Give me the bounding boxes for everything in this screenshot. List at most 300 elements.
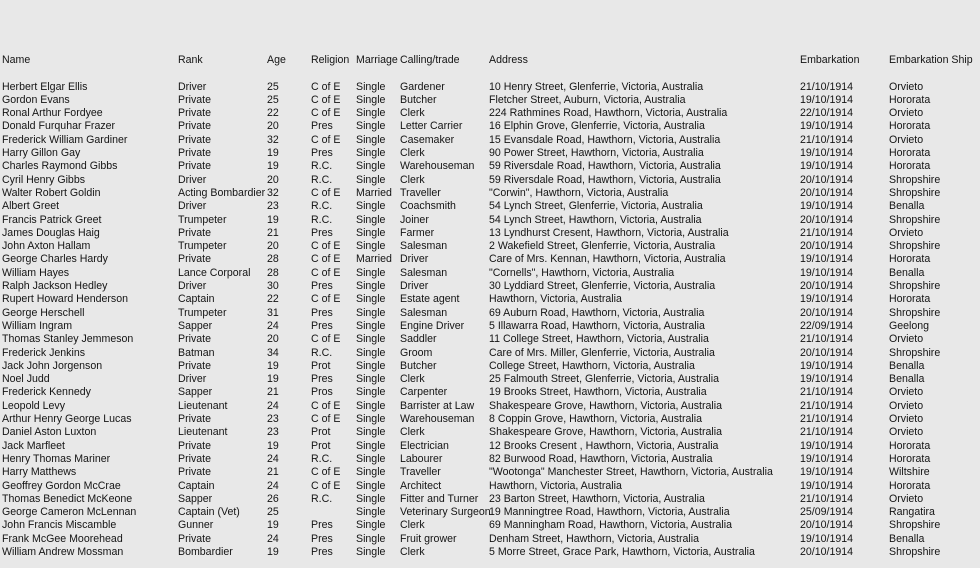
cell-age: 22 (267, 107, 279, 120)
cell-age: 23 (267, 200, 279, 213)
header-religion: Religion (311, 54, 350, 66)
cell-embarkation-ship: Wiltshire (889, 466, 930, 479)
cell-rank: Private (178, 333, 211, 346)
table-row (0, 147, 980, 160)
table-row (0, 506, 980, 519)
cell-name: Herbert Elgar Ellis (2, 80, 88, 93)
cell-calling-trade: Gardener (400, 80, 445, 93)
cell-name: Charles Raymond Gibbs (2, 160, 118, 173)
cell-rank: Captain (178, 479, 215, 492)
table-row (0, 280, 980, 293)
cell-embarkation: 22/09/1914 (800, 319, 854, 332)
cell-age: 24 (267, 479, 279, 492)
cell-calling-trade: Clerk (400, 147, 425, 159)
cell-marriage: Single (356, 147, 386, 159)
cell-marriage: Single (356, 306, 386, 319)
cell-name: Thomas Stanley Jemmeson (2, 333, 134, 346)
cell-address: "Cornells", Hawthorn, Victoria, Australia (489, 266, 675, 279)
cell-embarkation: 21/10/1914 (800, 80, 854, 93)
cell-embarkation: 19/10/1914 (800, 359, 854, 372)
header-address: Address (489, 54, 528, 66)
cell-name: Walter Robert Goldin (2, 186, 101, 199)
cell-embarkation: 19/10/1914 (800, 479, 854, 492)
cell-embarkation-ship: Geelong (889, 319, 930, 332)
cell-embarkation: 19/10/1914 (800, 160, 854, 173)
cell-embarkation-ship: Benalla (889, 200, 925, 213)
cell-name: John Francis Miscamble (2, 519, 117, 532)
cell-embarkation: 22/10/1914 (800, 107, 854, 120)
cell-name: Daniel Aston Luxton (2, 426, 97, 439)
cell-religion: R.C. (311, 200, 333, 213)
cell-address: 59 Riversdale Road, Hawthorn, Victoria, Australia (489, 160, 721, 173)
cell-calling-trade: Fitter and Turner (400, 492, 479, 505)
cell-marriage: Single (356, 160, 386, 173)
cell-calling-trade: Fruit grower (400, 532, 457, 545)
cell-calling-trade: Clerk (400, 546, 425, 558)
cell-embarkation-ship: Benalla (889, 373, 925, 386)
cell-embarkation-ship: Benalla (889, 532, 925, 545)
cell-rank: Private (178, 133, 211, 146)
cell-age: 24 (267, 399, 279, 412)
table-row (0, 480, 980, 493)
cell-rank: Batman (178, 346, 215, 359)
cell-marriage: Single (356, 492, 386, 505)
cell-marriage: Single (356, 200, 386, 213)
table-row (0, 160, 980, 173)
cell-address: 224 Rathmines Road, Hawthorn, Victoria, Australia (489, 107, 728, 120)
header-age: Age (267, 54, 286, 66)
cell-embarkation: 19/10/1914 (800, 466, 854, 479)
cell-age: 19 (267, 546, 279, 558)
cell-embarkation: 19/10/1914 (800, 120, 854, 133)
cell-address: Hawthorn, Victoria, Australia (489, 479, 622, 492)
cell-religion: C of E (311, 266, 341, 279)
cell-embarkation-ship: Shropshire (889, 519, 941, 532)
cell-name: Henry Thomas Mariner (2, 452, 111, 465)
cell-rank: Trumpeter (178, 306, 227, 319)
table-row (0, 426, 980, 439)
cell-age: 20 (267, 333, 279, 346)
cell-marriage: Single (356, 346, 386, 359)
cell-calling-trade: Clerk (400, 107, 425, 120)
cell-age: 32 (267, 186, 279, 199)
cell-embarkation: 20/10/1914 (800, 306, 854, 319)
cell-marriage: Single (356, 506, 386, 519)
cell-religion: C of E (311, 333, 341, 346)
table-row (0, 120, 980, 133)
cell-embarkation: 20/10/1914 (800, 346, 854, 359)
cell-rank: Driver (178, 373, 207, 386)
table-row (0, 134, 980, 147)
cell-rank: Driver (178, 200, 207, 213)
cell-embarkation-ship: Shropshire (889, 173, 941, 186)
cell-rank: Private (178, 160, 211, 173)
table-row (0, 240, 980, 253)
cell-calling-trade: Farmer (400, 226, 435, 239)
cell-calling-trade: Saddler (400, 333, 437, 346)
table-row (0, 293, 980, 306)
cell-religion: Pres (311, 280, 333, 292)
cell-religion: R.C. (311, 452, 333, 465)
cell-calling-trade: Estate agent (400, 293, 460, 306)
cell-age: 24 (267, 452, 279, 465)
cell-marriage: Single (356, 452, 386, 465)
cell-marriage: Single (356, 240, 386, 253)
cell-name: Gordon Evans (2, 93, 70, 106)
cell-religion: R.C. (311, 213, 333, 226)
cell-rank: Acting Bombardier (178, 186, 266, 199)
table-row (0, 81, 980, 94)
cell-address: 19 Manningtree Road, Hawthorn, Victoria, Australia (489, 506, 730, 519)
cell-religion: C of E (311, 253, 341, 266)
cell-rank: Lieutenant (178, 426, 228, 439)
cell-calling-trade: Clerk (400, 173, 425, 186)
cell-calling-trade: Veterinary Surgeon (400, 506, 491, 519)
table-row (0, 386, 980, 399)
cell-age: 19 (267, 439, 279, 452)
cell-name: Jack Marfleet (2, 439, 65, 452)
cell-embarkation: 19/10/1914 (800, 373, 854, 386)
cell-address: 19 Brooks Street, Hawthorn, Victoria, Australia (489, 386, 707, 399)
cell-embarkation: 19/10/1914 (800, 293, 854, 306)
cell-religion: Pres (311, 306, 333, 319)
cell-address: 5 Morre Street, Grace Park, Hawthorn, Victoria, Australia (489, 546, 755, 558)
cell-age: 23 (267, 426, 279, 439)
cell-religion: R.C. (311, 173, 333, 186)
cell-marriage: Single (356, 107, 386, 120)
cell-age: 20 (267, 120, 279, 133)
cell-age: 19 (267, 359, 279, 372)
cell-embarkation: 21/10/1914 (800, 399, 854, 412)
cell-rank: Captain (Vet) (178, 506, 240, 519)
cell-calling-trade: Casemaker (400, 133, 455, 146)
cell-name: Ronal Arthur Fordyee (2, 107, 103, 120)
table-row (0, 533, 980, 546)
table-row (0, 174, 980, 187)
table-row (0, 267, 980, 280)
table-row (0, 107, 980, 120)
cell-age: 19 (267, 160, 279, 173)
cell-embarkation: 20/10/1914 (800, 280, 854, 292)
cell-age: 26 (267, 492, 279, 505)
cell-rank: Private (178, 452, 211, 465)
cell-address: 69 Manningham Road, Hawthorn, Victoria, Australia (489, 519, 733, 532)
cell-calling-trade: Labourer (400, 452, 443, 465)
cell-rank: Private (178, 359, 211, 372)
cell-age: 19 (267, 373, 279, 386)
cell-marriage: Married (356, 253, 392, 266)
cell-age: 28 (267, 253, 279, 266)
cell-embarkation: 21/10/1914 (800, 413, 854, 425)
table-row (0, 347, 980, 360)
cell-embarkation-ship: Hororata (889, 293, 931, 306)
cell-religion: Pres (311, 546, 333, 558)
cell-embarkation-ship: Shropshire (889, 186, 941, 199)
cell-calling-trade: Warehouseman (400, 413, 475, 425)
cell-address: 12 Brooks Cresent , Hawthorn, Victoria, Australia (489, 439, 719, 452)
cell-rank: Trumpeter (178, 240, 227, 253)
cell-age: 30 (267, 280, 279, 292)
cell-embarkation: 20/10/1914 (800, 173, 854, 186)
table-header-row (0, 54, 980, 67)
cell-calling-trade: Architect (400, 479, 442, 492)
cell-name: George Cameron McLennan (2, 506, 137, 519)
table-row (0, 227, 980, 240)
cell-calling-trade: Electrician (400, 439, 449, 452)
cell-marriage: Single (356, 93, 386, 106)
cell-religion: R.C. (311, 346, 333, 359)
cell-embarkation: 21/10/1914 (800, 386, 854, 399)
cell-marriage: Single (356, 266, 386, 279)
cell-embarkation: 21/10/1914 (800, 492, 854, 505)
cell-calling-trade: Clerk (400, 519, 425, 532)
cell-embarkation: 20/10/1914 (800, 546, 854, 558)
cell-embarkation-ship: Hororata (889, 253, 931, 266)
cell-calling-trade: Letter Carrier (400, 120, 463, 133)
cell-calling-trade: Salesman (400, 240, 448, 253)
cell-calling-trade: Carpenter (400, 386, 448, 399)
table-row (0, 94, 980, 107)
cell-religion: Pres (311, 373, 333, 386)
cell-religion: Prot (311, 359, 331, 372)
cell-calling-trade: Barrister at Law (400, 399, 475, 412)
cell-calling-trade: Warehouseman (400, 160, 475, 173)
table-row (0, 413, 980, 426)
cell-name: Jack John Jorgenson (2, 359, 103, 372)
cell-rank: Lieutenant (178, 399, 228, 412)
cell-calling-trade: Coachsmith (400, 200, 456, 213)
cell-rank: Sapper (178, 492, 213, 505)
cell-embarkation-ship: Orvieto (889, 386, 924, 399)
cell-name: Donald Furquhar Frazer (2, 120, 116, 133)
cell-name: Frederick Kennedy (2, 386, 91, 399)
cell-marriage: Single (356, 439, 386, 452)
cell-embarkation: 19/10/1914 (800, 266, 854, 279)
cell-religion: C of E (311, 186, 341, 199)
cell-address: 30 Lyddiard Street, Glenferrie, Victoria, Australia (489, 280, 716, 292)
cell-embarkation-ship: Shropshire (889, 280, 941, 292)
cell-age: 19 (267, 213, 279, 226)
cell-name: George Herschell (2, 306, 85, 319)
cell-calling-trade: Salesman (400, 266, 448, 279)
cell-embarkation-ship: Orvieto (889, 80, 924, 93)
cell-embarkation-ship: Rangatira (889, 506, 935, 519)
cell-embarkation-ship: Benalla (889, 266, 925, 279)
cell-religion: Pres (311, 226, 333, 239)
cell-rank: Driver (178, 80, 207, 93)
cell-age: 19 (267, 519, 279, 532)
cell-embarkation-ship: Orvieto (889, 333, 924, 346)
cell-rank: Driver (178, 173, 207, 186)
cell-embarkation: 25/09/1914 (800, 506, 854, 519)
cell-embarkation-ship: Orvieto (889, 226, 924, 239)
cell-rank: Private (178, 413, 211, 425)
cell-age: 20 (267, 173, 279, 186)
cell-calling-trade: Salesman (400, 306, 448, 319)
cell-religion: Pres (311, 532, 333, 545)
cell-name: Albert Greet (2, 200, 60, 213)
cell-calling-trade: Traveller (400, 466, 441, 479)
table-row (0, 214, 980, 227)
cell-religion: R.C. (311, 160, 333, 173)
cell-embarkation-ship: Orvieto (889, 426, 924, 439)
cell-address: 2 Wakefield Street, Glenferrie, Victoria, Australia (489, 240, 716, 253)
cell-marriage: Single (356, 532, 386, 545)
cell-embarkation: 20/10/1914 (800, 240, 854, 253)
table-row (0, 333, 980, 346)
cell-marriage: Single (356, 333, 386, 346)
cell-marriage: Married (356, 186, 392, 199)
cell-religion: C of E (311, 466, 341, 479)
cell-name: Ralph Jackson Hedley (2, 280, 108, 292)
cell-embarkation-ship: Hororata (889, 160, 931, 173)
cell-address: 13 Lyndhurst Cresent, Hawthorn, Victoria, Australia (489, 226, 729, 239)
cell-name: William Hayes (2, 266, 70, 279)
cell-address: 11 College Street, Hawthorn, Victoria, Australia (489, 333, 709, 346)
cell-rank: Driver (178, 280, 207, 292)
cell-religion: R.C. (311, 492, 333, 505)
cell-embarkation: 19/10/1914 (800, 452, 854, 465)
cell-marriage: Single (356, 280, 386, 292)
table-row (0, 320, 980, 333)
cell-embarkation: 21/10/1914 (800, 226, 854, 239)
cell-marriage: Single (356, 479, 386, 492)
cell-embarkation-ship: Orvieto (889, 133, 924, 146)
cell-address: 90 Power Street, Hawthorn, Victoria, Australia (489, 147, 704, 159)
table-row (0, 200, 980, 213)
cell-age: 25 (267, 506, 279, 519)
cell-address: College Street, Hawthorn, Victoria, Australia (489, 359, 695, 372)
cell-address: 82 Burwood Road, Hawthorn, Victoria, Australia (489, 452, 713, 465)
cell-embarkation: 19/10/1914 (800, 200, 854, 213)
cell-religion: Pros (311, 386, 333, 399)
cell-name: Harry Matthews (2, 466, 77, 479)
cell-embarkation-ship: Hororata (889, 439, 931, 452)
cell-rank: Private (178, 107, 211, 120)
cell-religion: Prot (311, 426, 331, 439)
cell-rank: Sapper (178, 386, 213, 399)
cell-embarkation-ship: Orvieto (889, 107, 924, 120)
cell-rank: Private (178, 253, 211, 266)
cell-embarkation-ship: Hororata (889, 120, 931, 133)
cell-embarkation: 19/10/1914 (800, 93, 854, 106)
cell-embarkation-ship: Hororata (889, 452, 931, 465)
cell-address: 54 Lynch Street, Hawthorn, Victoria, Australia (489, 213, 702, 226)
cell-embarkation: 19/10/1914 (800, 439, 854, 452)
cell-embarkation-ship: Shropshire (889, 546, 941, 558)
cell-embarkation-ship: Orvieto (889, 413, 924, 425)
cell-embarkation-ship: Shropshire (889, 240, 941, 253)
cell-embarkation: 19/10/1914 (800, 253, 854, 266)
cell-address: 69 Auburn Road, Hawthorn, Victoria, Australia (489, 306, 705, 319)
cell-marriage: Single (356, 386, 386, 399)
cell-embarkation-ship: Hororata (889, 147, 931, 159)
cell-rank: Private (178, 120, 211, 133)
cell-embarkation: 20/10/1914 (800, 519, 854, 532)
table-row (0, 253, 980, 266)
cell-religion: C of E (311, 240, 341, 253)
cell-calling-trade: Driver (400, 280, 429, 292)
cell-age: 34 (267, 346, 279, 359)
table-row (0, 519, 980, 532)
cell-age: 25 (267, 93, 279, 106)
cell-address: "Corwin", Hawthorn, Victoria, Australia (489, 186, 669, 199)
cell-religion: C of E (311, 413, 341, 425)
cell-calling-trade: Groom (400, 346, 433, 359)
cell-religion: C of E (311, 107, 341, 120)
cell-address: 59 Riversdale Road, Hawthorn, Victoria, Australia (489, 173, 721, 186)
cell-rank: Private (178, 226, 211, 239)
cell-age: 32 (267, 133, 279, 146)
cell-address: Shakespeare Grove, Hawthorn, Victoria, Australia (489, 399, 722, 412)
cell-address: 8 Coppin Grove, Hawthorn, Victoria, Australia (489, 413, 702, 425)
cell-religion: C of E (311, 133, 341, 146)
cell-rank: Private (178, 532, 211, 545)
cell-name: William Andrew Mossman (2, 546, 124, 558)
cell-embarkation-ship: Shropshire (889, 346, 941, 359)
header-calling-trade: Calling/trade (400, 54, 460, 66)
cell-rank: Lance Corporal (178, 266, 251, 279)
cell-marriage: Single (356, 80, 386, 93)
cell-name: Noel Judd (2, 373, 50, 386)
table-row (0, 440, 980, 453)
cell-marriage: Single (356, 293, 386, 306)
cell-embarkation: 21/10/1914 (800, 333, 854, 346)
cell-age: 19 (267, 147, 279, 159)
cell-embarkation: 21/10/1914 (800, 426, 854, 439)
cell-rank: Private (178, 147, 211, 159)
cell-embarkation: 19/10/1914 (800, 147, 854, 159)
cell-religion: Pres (311, 120, 333, 133)
cell-rank: Private (178, 93, 211, 106)
cell-name: Thomas Benedict McKeone (2, 492, 133, 505)
cell-embarkation-ship: Hororata (889, 479, 931, 492)
cell-name: Frederick Jenkins (2, 346, 86, 359)
cell-address: 5 Illawarra Road, Hawthorn, Victoria, Australia (489, 319, 705, 332)
cell-marriage: Single (356, 466, 386, 479)
cell-age: 21 (267, 386, 279, 399)
cell-address: Denham Street, Hawthorn, Victoria, Australia (489, 532, 700, 545)
cell-address: "Wootonga" Manchester Street, Hawthorn, Victoria, Australia (489, 466, 773, 479)
cell-marriage: Single (356, 519, 386, 532)
cell-address: 54 Lynch Street, Glenferrie, Victoria, Australia (489, 200, 703, 213)
cell-marriage: Single (356, 359, 386, 372)
cell-marriage: Single (356, 133, 386, 146)
cell-address: 25 Falmouth Street, Glenferrie, Victoria, Australia (489, 373, 720, 386)
table-row (0, 546, 980, 559)
cell-calling-trade: Clerk (400, 426, 425, 439)
cell-religion: Prot (311, 439, 331, 452)
cell-age: 21 (267, 226, 279, 239)
cell-embarkation: 19/10/1914 (800, 532, 854, 545)
header-embarkation: Embarkation (800, 54, 860, 66)
cell-address: 15 Evansdale Road, Hawthorn, Victoria, Australia (489, 133, 721, 146)
cell-embarkation-ship: Shropshire (889, 306, 941, 319)
cell-religion: C of E (311, 479, 341, 492)
cell-calling-trade: Traveller (400, 186, 441, 199)
table-row (0, 453, 980, 466)
cell-name: Harry Gillon Gay (2, 147, 81, 159)
cell-name: Frederick William Gardiner (2, 133, 128, 146)
header-name: Name (2, 54, 31, 66)
cell-religion: Pres (311, 319, 333, 332)
cell-religion: Pres (311, 147, 333, 159)
cell-marriage: Single (356, 373, 386, 386)
cell-embarkation: 20/10/1914 (800, 186, 854, 199)
cell-name: James Douglas Haig (2, 226, 100, 239)
cell-rank: Bombardier (178, 546, 233, 558)
table-row (0, 307, 980, 320)
